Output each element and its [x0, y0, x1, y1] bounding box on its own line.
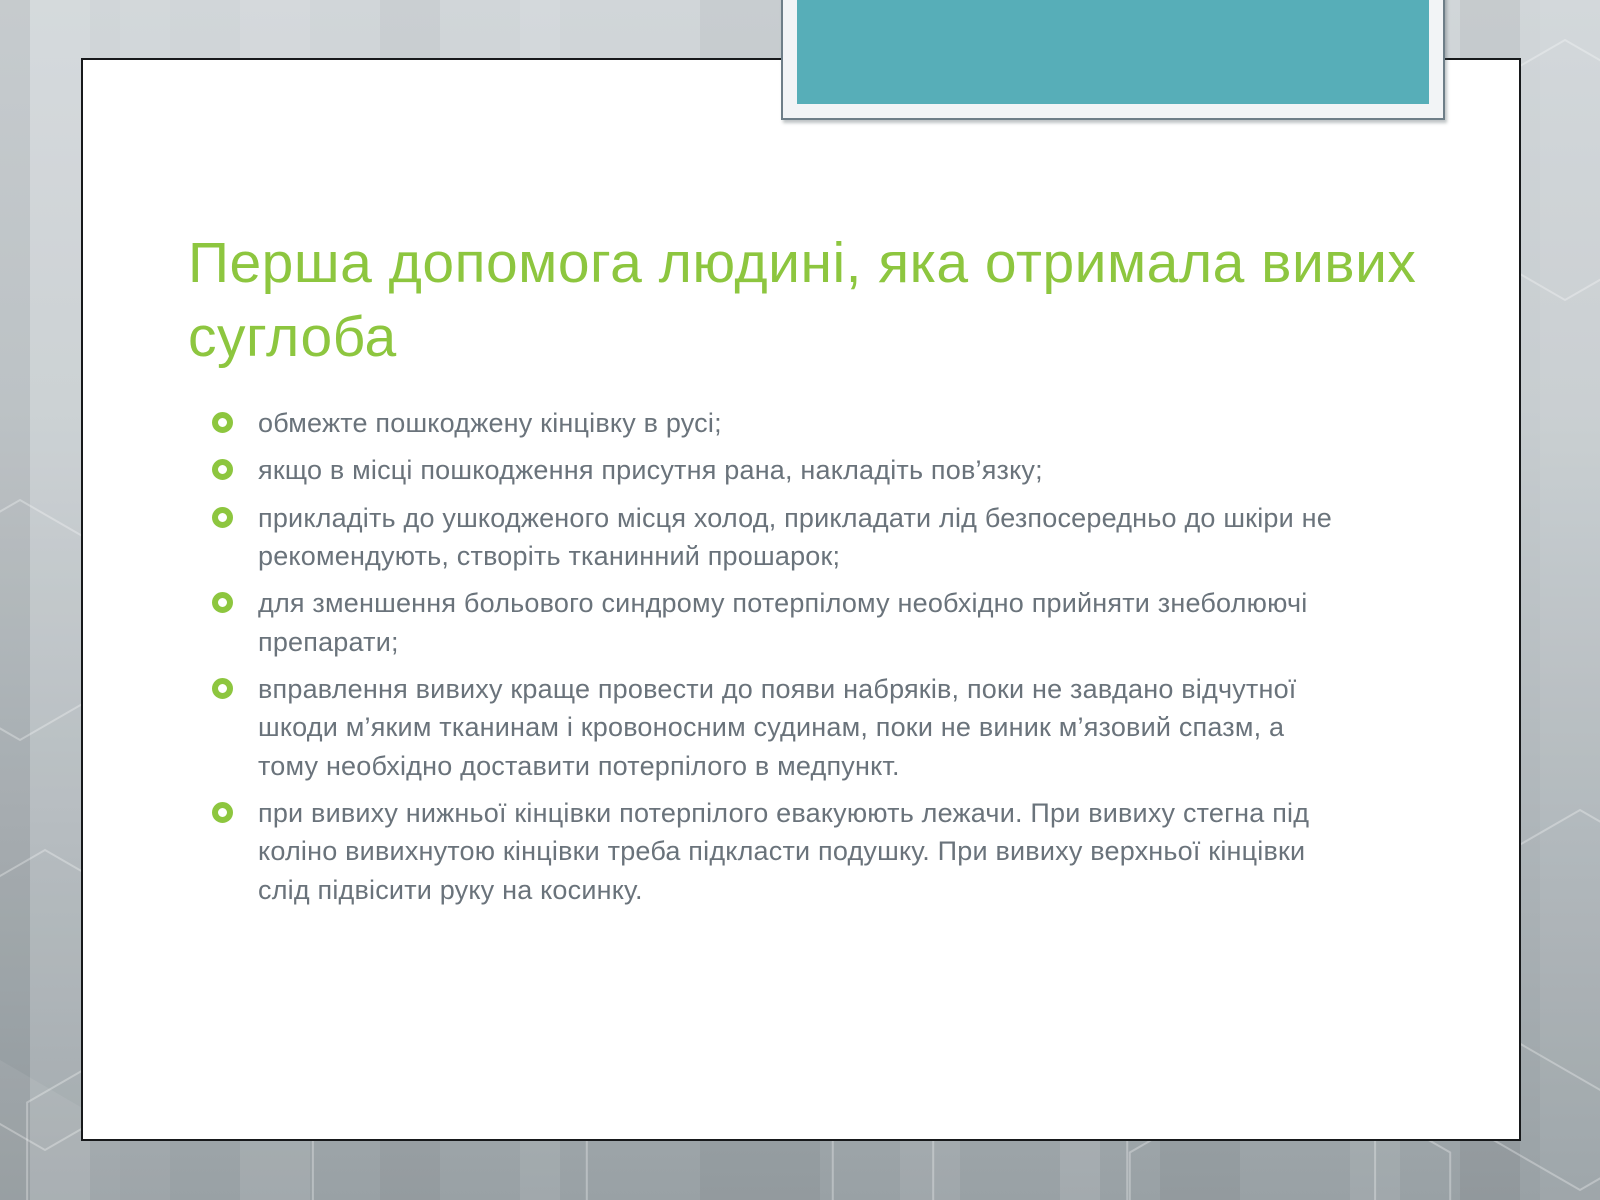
accent-banner-frame	[781, 0, 1445, 120]
bullet-icon	[212, 592, 233, 613]
list-item	[212, 451, 1352, 489]
bullet-icon	[212, 507, 233, 528]
accent-banner-fill	[797, 0, 1429, 104]
bullet-text: при вивиху нижньої кінцівки потерпілого евакуюють лежачи. При вивиху стегна під коліно вивихнутою кінцівки треба підкласти подушку. При вивиху верхньої кінцівки слід підвісити руку на косинку.	[258, 797, 1310, 905]
bullet-text: вправлення вивиху краще провести до появи набряків, поки не завдано відчутної шкоди м’яким тканинам і кровоносним судинам, поки не виник м’язовий спазм, а тому необхідно доставити потерпілого в медпункт.	[258, 673, 1297, 781]
list-item	[212, 670, 1352, 785]
bullet-icon	[212, 412, 233, 433]
bullet-icon	[212, 802, 233, 823]
slide-title: Перша допомога людині, яка отримала вивих суглоба	[188, 231, 1417, 370]
list-item	[212, 794, 1352, 909]
bullet-icon	[212, 678, 233, 699]
list-item	[212, 584, 1352, 661]
bullet-text: обмежте пошкоджену кінцівку в русі;	[258, 408, 722, 438]
bullet-list	[212, 404, 1352, 918]
bullet-icon	[212, 459, 233, 480]
bullet-text: прикладіть до ушкодженого місця холод, прикладати лід безпосередньо до шкіри не рекомендують, створіть тканинний прошарок;	[258, 502, 1332, 571]
bullet-text: для зменшення больового синдрому потерпілому необхідно прийняти знеболюючі препарати;	[258, 588, 1308, 657]
slide	[81, 58, 1521, 1141]
bullet-text: якщо в місці пошкодження присутня рана, накладіть пов’язку;	[258, 455, 1043, 486]
list-item	[212, 499, 1352, 576]
list-item	[212, 404, 1352, 442]
